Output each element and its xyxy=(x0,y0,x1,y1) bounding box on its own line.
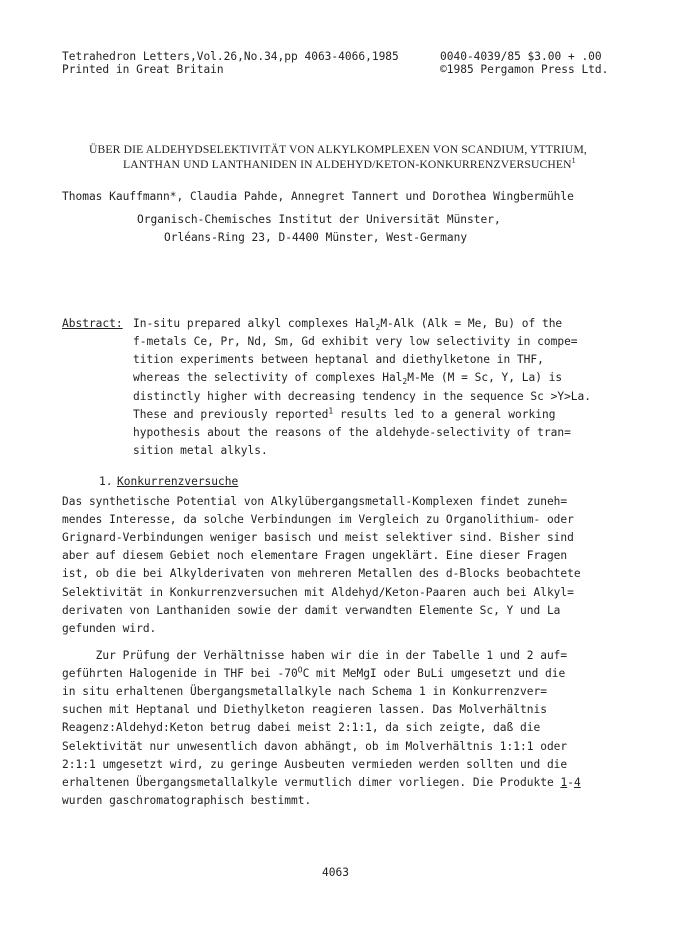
abstract-line-8: sition metal alkyls. xyxy=(133,444,268,457)
abstract-text: results led to a general working xyxy=(333,408,556,421)
abstract-text: M-Me (M = Sc, Y, La) is xyxy=(407,371,563,384)
paragraph-line: gefunden wird. xyxy=(62,622,157,635)
printed-note: Printed in Great Britain xyxy=(62,63,224,76)
paragraph-text: C mit MeMgI oder BuLi umgesetzt und die xyxy=(302,667,566,680)
paragraph-line: Selektivität nur unwesentlich davon abhängt, ob im Molverhältnis 1:1:1 oder xyxy=(62,740,568,753)
paragraph-line: Selektivität in Konkurrenzversuchen mit Aldehyd/Keton-Paaren auch bei Alkyl= xyxy=(62,586,574,599)
paragraph-line: 2:1:1 umgesetzt wird, zu geringe Ausbeuten vermieden werden sollten und die xyxy=(62,758,568,771)
paragraph-line: in situ erhaltenen Übergangsmetallalkyle nach Schema 1 in Konkurrenzver= xyxy=(62,685,547,698)
paragraph-line: Grignard-Verbindungen weniger basisch und meist selektiver sind. Bisher sind xyxy=(62,531,574,544)
authors: Thomas Kauffmann*, Claudia Pahde, Annegret Tannert und Dorothea Wingbermühle xyxy=(62,190,574,203)
paragraph-line xyxy=(62,667,565,681)
paragraph-line xyxy=(62,776,581,790)
compound-ref: 4 xyxy=(573,776,581,789)
paragraph-line: Reagenz:Aldehyd:Keton betrug dabei meist 2:1:1, da sich zeigte, daß die xyxy=(62,721,541,734)
abstract-line-5: distinctly higher with decreasing tendency in the sequence Sc >Y>La. xyxy=(133,390,592,403)
subscript: 2 xyxy=(402,377,408,387)
journal-citation: Tetrahedron Letters,Vol.26,No.34,pp 4063-4066,1985 xyxy=(62,50,399,63)
abstract-line-2: f-metals Ce, Pr, Nd, Sm, Gd exhibit very low selectivity in compe= xyxy=(133,335,578,348)
superscript: 1 xyxy=(328,406,334,416)
abstract-line-1 xyxy=(133,317,562,331)
abstract-line-6 xyxy=(133,408,555,422)
copyright: ©1985 Pergamon Press Ltd. xyxy=(440,63,609,76)
abstract-text: These and previously reported xyxy=(133,408,329,421)
abstract-text: In-situ prepared alkyl complexes Hal xyxy=(133,317,376,330)
paragraph-line: aber auf diesem Gebiet noch elementare Fragen ungeklärt. Eine dieser Fragen xyxy=(62,549,568,562)
section-number: 1. xyxy=(99,475,113,488)
abstract-line-3: tition experiments between heptanal and diethylketone in THF, xyxy=(133,353,544,366)
issn-price: 0040-4039/85 $3.00 + .00 xyxy=(440,50,602,63)
abstract-text: M-Alk (Alk = Me, Bu) of the xyxy=(380,317,563,330)
superscript: O xyxy=(297,665,303,675)
abstract-line-7: hypothesis about the reasons of the aldehyde-selectivity of tran= xyxy=(133,426,571,439)
paragraph-text: - xyxy=(567,776,574,789)
paragraph-text: geführten Halogenide in THF bei -70 xyxy=(62,667,298,680)
abstract-line-4 xyxy=(133,371,562,385)
abstract-text: whereas the selectivity of complexes Hal xyxy=(133,371,403,384)
title-line-1: ÜBER DIE ALDEHYDSELEKTIVITÄT VON ALKYLKOMPLEXEN VON SCANDIUM, YTTRIUM, xyxy=(89,143,587,156)
paragraph-line: Das synthetische Potential von Alkylübergangsmetall-Komplexen findet zuneh= xyxy=(62,495,568,508)
paragraph-line: wurden gaschromatographisch bestimmt. xyxy=(62,794,312,807)
paragraph-line: suchen mit Heptanal und Diethylketon reagieren lassen. Das Molverhältnis xyxy=(62,703,547,716)
paragraph-line: mendes Interesse, da solche Verbindungen im Vergleich zu Organolithium- oder xyxy=(62,513,574,526)
paragraph-line: derivaten von Lanthaniden sowie der damit verwandten Elemente Sc, Y und La xyxy=(62,604,561,617)
title-line-2-text: LANTHAN UND LANTHANIDEN IN ALDEHYD/KETON-KONKURRENZVERSUCHEN xyxy=(123,158,572,171)
paragraph-line: ist, ob die bei Alkylderivaten von mehreren Metallen des d-Blocks beobachtete xyxy=(62,567,581,580)
abstract-label: Abstract: xyxy=(62,317,123,330)
affiliation-line-1: Organisch-Chemisches Institut der Universität Münster, xyxy=(137,213,501,226)
title-line-2 xyxy=(123,158,576,172)
page-number: 4063 xyxy=(322,866,349,879)
subscript: 2 xyxy=(375,323,381,333)
title-footnote-mark: 1 xyxy=(571,156,576,166)
affiliation-line-2: Orléans-Ring 23, D-4400 Münster, West-Germany xyxy=(164,231,468,244)
compound-ref: 1 xyxy=(560,776,568,789)
paragraph-line: Zur Prüfung der Verhältnisse haben wir die in der Tabelle 1 und 2 auf= xyxy=(62,649,568,662)
paragraph-text: erhaltenen Übergangsmetallalkyle vermutlich dimer vorliegen. Die Produkte xyxy=(62,776,561,789)
section-heading: Konkurrenzversuche xyxy=(117,475,239,488)
